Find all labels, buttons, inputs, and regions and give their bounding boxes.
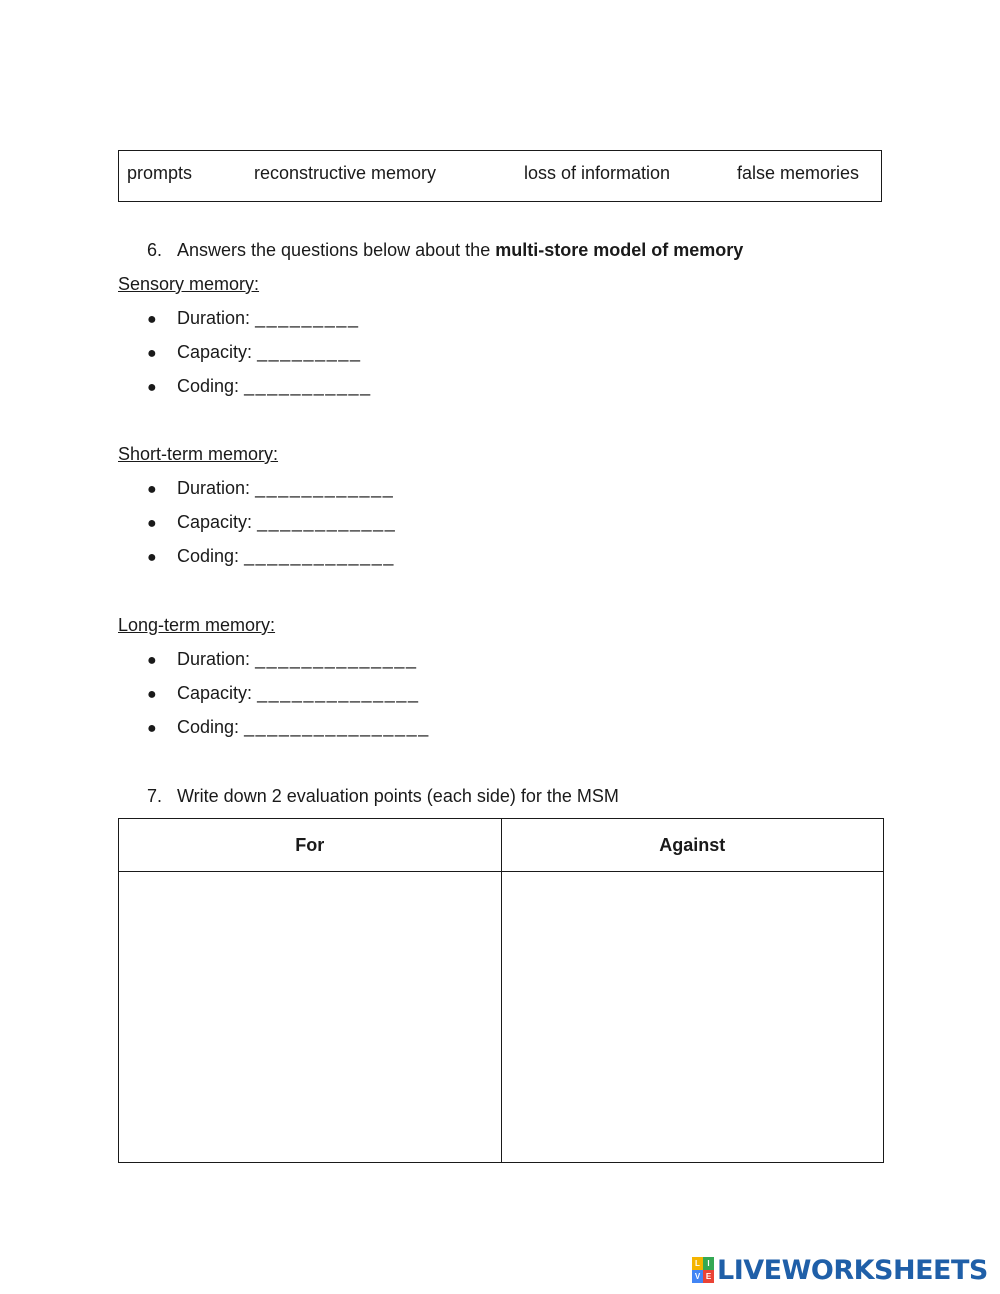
bullet-icon: ● xyxy=(147,481,157,498)
long-term-duration-label: Duration: xyxy=(177,649,251,669)
bullet-icon: ● xyxy=(147,515,157,532)
evaluation-table xyxy=(118,818,884,1163)
bullet-icon: ● xyxy=(147,720,157,737)
question-6-number: 6. xyxy=(147,240,163,260)
long-term-duration-blank[interactable]: ______________ xyxy=(255,649,418,669)
sensory-duration-item xyxy=(147,308,360,329)
against-answer-cell[interactable] xyxy=(501,872,884,1163)
short-term-coding-item xyxy=(147,546,395,567)
word-bank-box xyxy=(118,150,882,202)
long-term-capacity-item xyxy=(147,683,420,704)
word-bank-item-prompts: prompts xyxy=(127,163,193,183)
liveworksheets-logo xyxy=(692,1254,988,1286)
question-6-text: Answers the questions below about the xyxy=(177,240,496,260)
evaluation-table-header-row xyxy=(119,819,884,872)
short-term-memory-title: Short-term memory: xyxy=(118,444,279,464)
question-6-bold-text: multi-store model of memory xyxy=(495,240,744,260)
word-bank-item-false-memories: false memories xyxy=(737,163,860,183)
short-term-capacity-blank[interactable]: ____________ xyxy=(257,512,397,532)
short-term-capacity-label: Capacity: xyxy=(177,512,253,532)
sensory-coding-label: Coding: xyxy=(177,376,240,396)
bullet-icon: ● xyxy=(147,652,157,669)
sensory-duration-blank[interactable]: _________ xyxy=(255,308,360,328)
sensory-capacity-label: Capacity: xyxy=(177,342,253,362)
against-column-header: Against xyxy=(501,819,884,872)
bullet-icon: ● xyxy=(147,345,157,362)
sensory-duration-label: Duration: xyxy=(177,308,251,328)
logo-mark-cell: L xyxy=(692,1257,703,1270)
bullet-icon: ● xyxy=(147,549,157,566)
word-bank-item-loss-of-information: loss of information xyxy=(524,163,671,183)
sensory-memory-title: Sensory memory: xyxy=(118,274,260,294)
logo-mark-cell: E xyxy=(703,1270,714,1283)
long-term-duration-item xyxy=(147,649,418,670)
sensory-coding-item xyxy=(147,376,372,397)
question-7 xyxy=(147,786,619,807)
for-column-header: For xyxy=(119,819,502,872)
logo-mark-cell: I xyxy=(703,1257,714,1270)
liveworksheets-logo-mark-icon xyxy=(692,1257,714,1283)
for-answer-cell[interactable] xyxy=(119,872,502,1163)
sensory-capacity-item xyxy=(147,342,362,363)
long-term-coding-label: Coding: xyxy=(177,717,240,737)
short-term-duration-blank[interactable]: ____________ xyxy=(255,478,395,498)
sensory-coding-blank[interactable]: ___________ xyxy=(244,376,372,396)
bullet-icon: ● xyxy=(147,686,157,703)
long-term-capacity-blank[interactable]: ______________ xyxy=(257,683,420,703)
long-term-coding-blank[interactable]: ________________ xyxy=(244,717,430,737)
question-7-text: Write down 2 evaluation points (each side) for the MSM xyxy=(177,786,619,806)
long-term-coding-item xyxy=(147,717,430,738)
short-term-coding-blank[interactable]: _____________ xyxy=(244,546,396,566)
long-term-memory-title: Long-term memory: xyxy=(118,615,276,635)
short-term-coding-label: Coding: xyxy=(177,546,240,566)
short-term-duration-item xyxy=(147,478,394,499)
long-term-capacity-label: Capacity: xyxy=(177,683,253,703)
bullet-icon: ● xyxy=(147,379,157,396)
question-7-number: 7. xyxy=(147,786,163,806)
short-term-capacity-item xyxy=(147,512,396,533)
word-bank-item-reconstructive-memory: reconstructive memory xyxy=(254,163,437,183)
evaluation-table-answer-row xyxy=(119,872,884,1163)
liveworksheets-logo-text: LIVEWORKSHEETS xyxy=(717,1254,988,1286)
logo-mark-cell: V xyxy=(692,1270,703,1283)
sensory-capacity-blank[interactable]: _________ xyxy=(257,342,362,362)
bullet-icon: ● xyxy=(147,311,157,328)
short-term-duration-label: Duration: xyxy=(177,478,251,498)
question-6 xyxy=(147,240,743,261)
